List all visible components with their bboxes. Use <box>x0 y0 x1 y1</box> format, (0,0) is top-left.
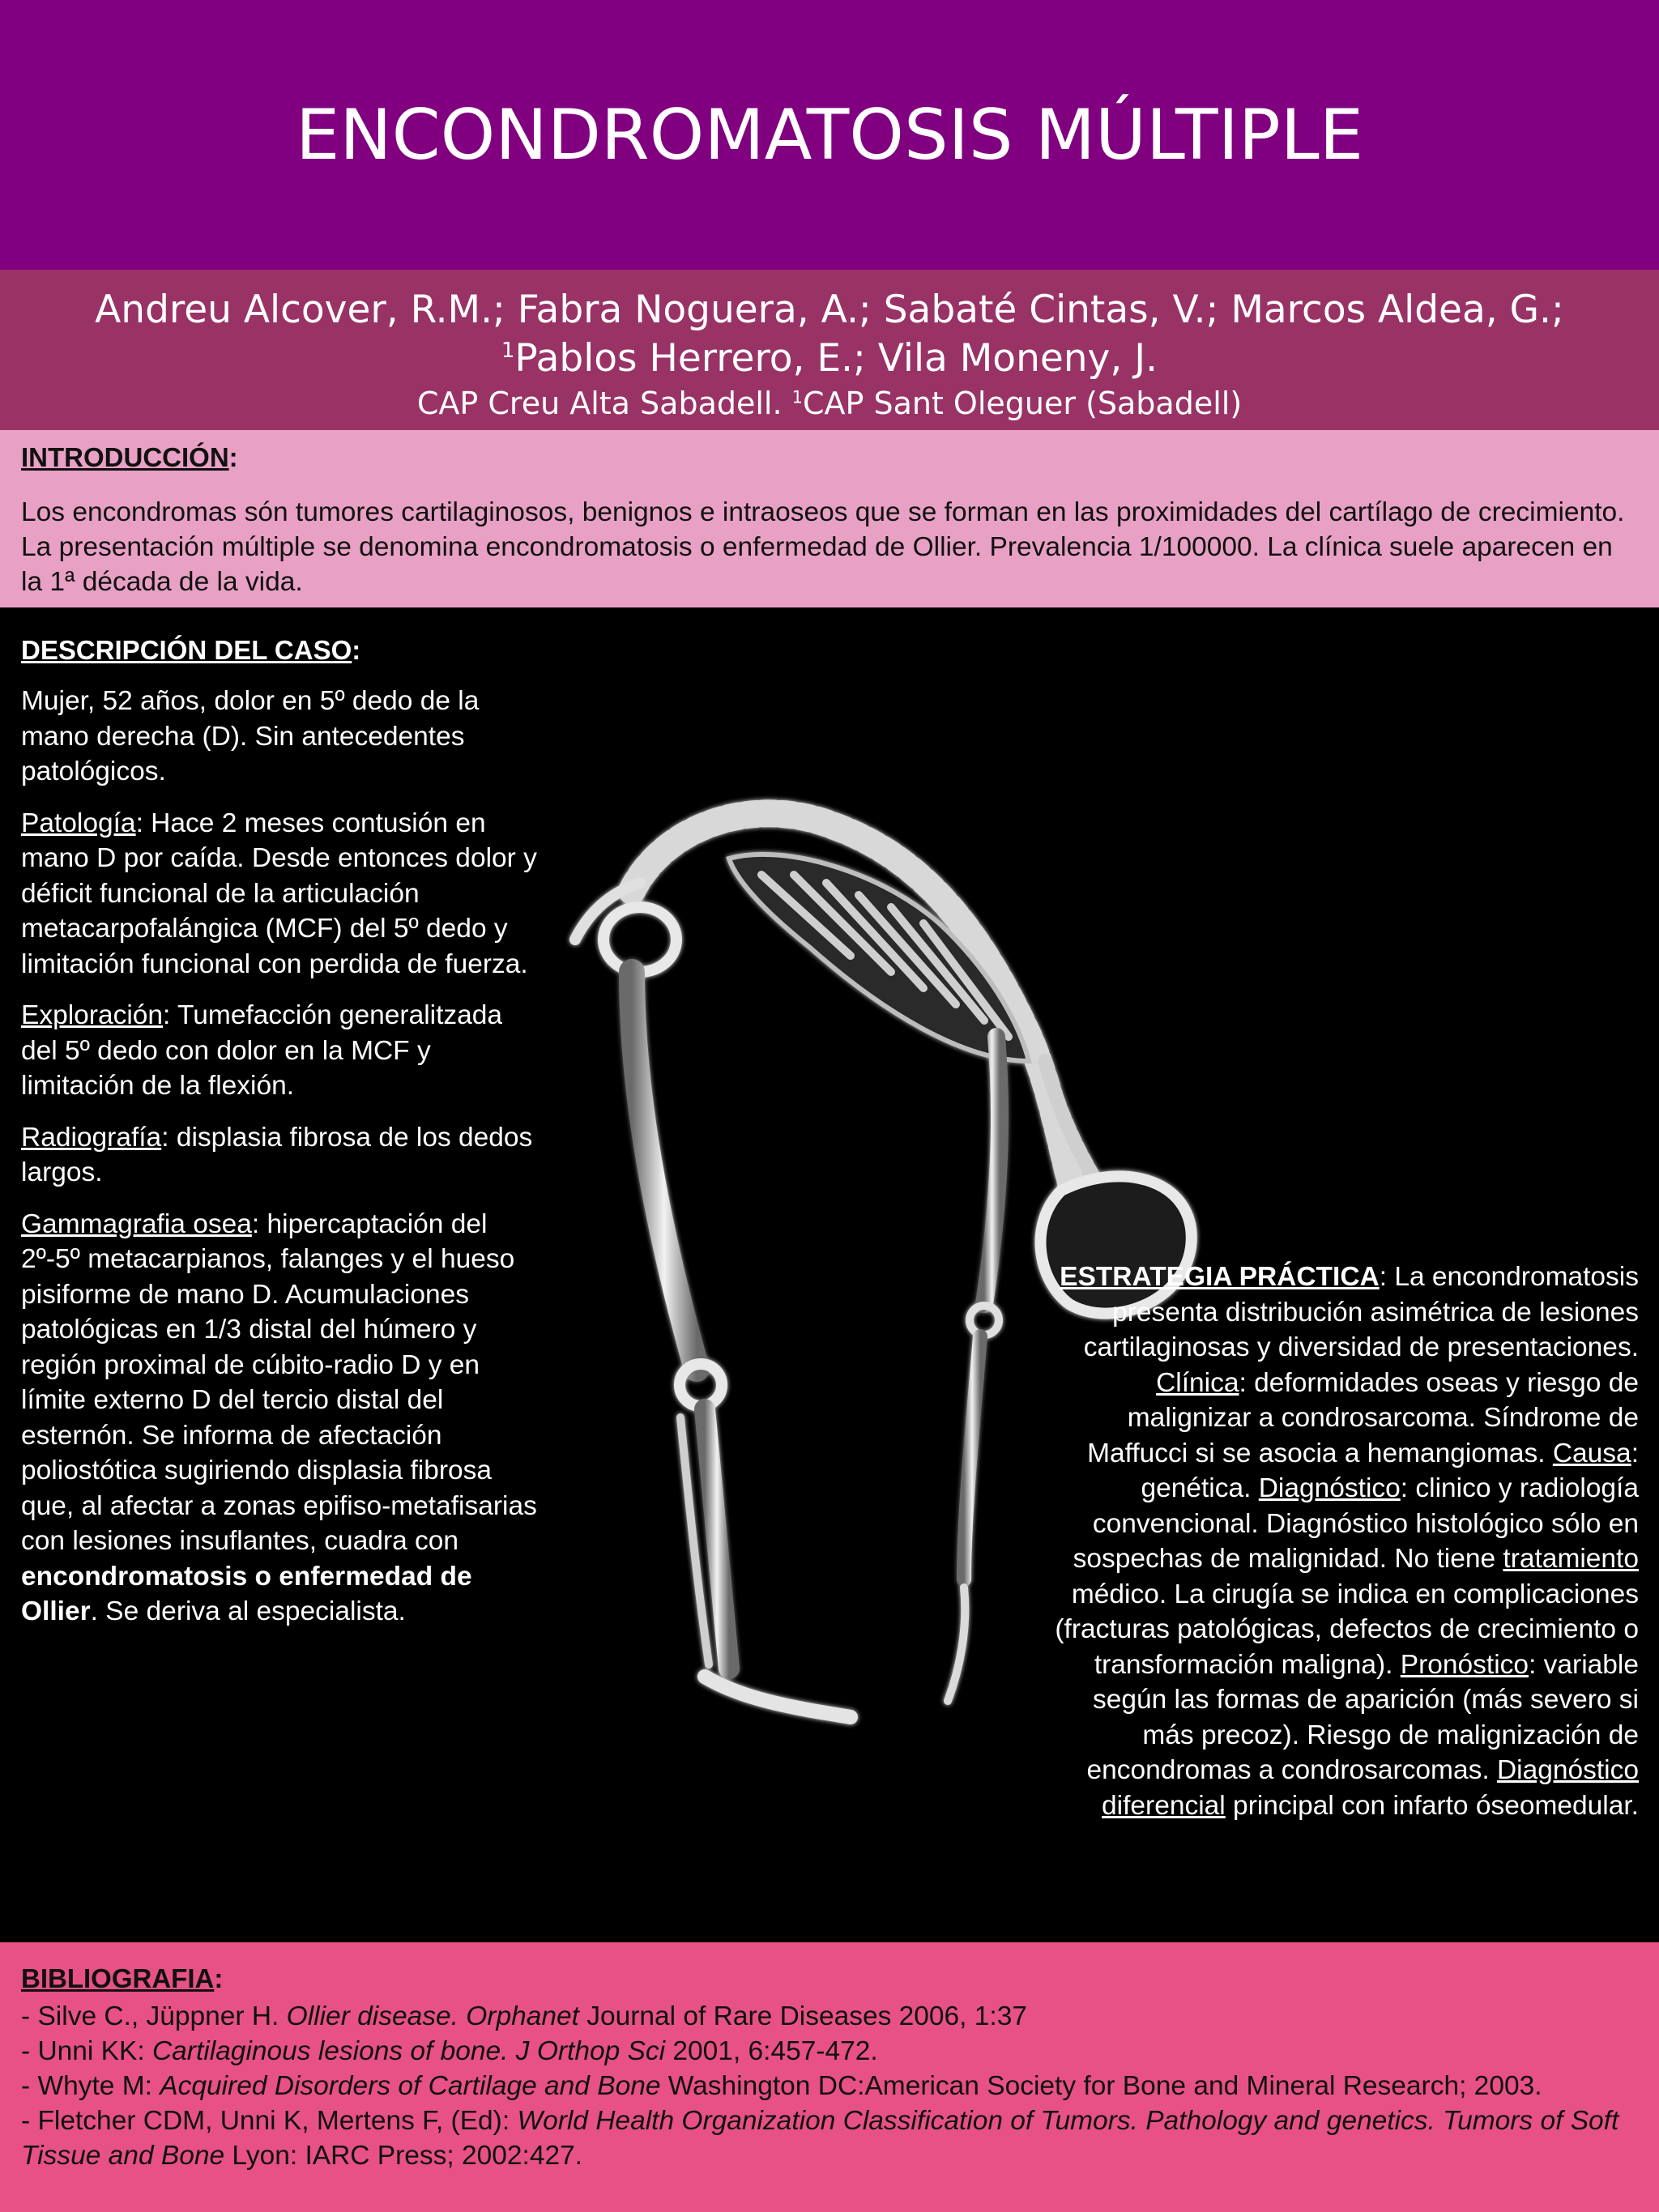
case-text-end: . Se deriva al especialista. <box>90 1596 406 1626</box>
reference-item <box>21 2069 1633 2103</box>
case-description <box>21 684 539 1646</box>
reference-4-source: Lyon: IARC Press; 2002:427. <box>224 2141 583 2171</box>
case-heading-colon: : <box>352 635 361 665</box>
strategy-heading: ESTRATEGIA PRÁCTICA <box>1060 1262 1380 1292</box>
main-section <box>0 607 1659 1942</box>
case-label-radiografia: Radiografía <box>21 1122 162 1153</box>
reference-4-authors: - Fletcher CDM, Unni K, Mertens F, (Ed): <box>21 2106 518 2136</box>
case-heading-text: DESCRIPCIÓN DEL CASO <box>21 635 352 665</box>
strategy-label-diagnostico: Diagnóstico <box>1258 1473 1401 1503</box>
tibia <box>705 1409 729 1669</box>
poster-title: ENCONDROMATOSIS MÚLTIPLE <box>295 94 1364 176</box>
strategy-label-pronostico: Pronóstico <box>1400 1649 1529 1680</box>
introduction-heading-colon: : <box>228 442 238 472</box>
hand <box>948 1588 965 1701</box>
strategy-t2: : deformidades oseas y riesgo de malignizar a condrosarcoma. Síndrome de Maffucci si se asocia a hemangiomas. <box>1087 1367 1639 1468</box>
bibliography-heading-text: BIBLIOGRAFIA <box>21 1963 215 1993</box>
authors-part-a: Andreu Alcover, R.M.; Fabra Noguera, A.; Sabaté Cintas, V.; Marcos Aldea, G.; <box>95 288 1564 332</box>
introduction-text: Los encondromas són tumores cartilaginosos, benignos e intraoseos que se forman en las proximidades del cartílago de crecimiento. La presentación múltiple se denomina encondromatosis o enfermedad de Ollier. Prevalencia 1/100000. La clínica suele aparecen en la 1ª década de la vida. <box>21 497 1625 597</box>
case-paragraph-2 <box>21 806 539 982</box>
strategy-t1: : La encondromatosis presenta distribución asimétrica de lesiones cartilaginosas y diversidad de presentaciones. <box>1083 1262 1639 1362</box>
strategy-text <box>1045 1259 1639 1823</box>
introduction-section <box>0 430 1659 607</box>
strategy-label-causa: Causa <box>1552 1438 1631 1468</box>
author-list <box>32 270 1627 383</box>
title-band <box>0 0 1659 270</box>
strategy-t6: : variable según las formas de aparición (más severo si más precoz). Riesgo de malignización de encondromas a condrosarcomas. <box>1086 1649 1639 1785</box>
case-diagnosis-bold: encondromatosis o enfermedad de Ollier <box>21 1561 472 1626</box>
reference-list <box>21 1999 1633 2173</box>
case-heading <box>21 635 360 666</box>
authors-part-b: Pablos Herrero, E.; Vila Moneny, J. <box>514 336 1158 381</box>
strategy-t5: médico. La cirugía se indica en complicaciones (fracturas patológicas, defectos de crecimiento o transformación maligna). <box>1055 1579 1639 1680</box>
strategy-label-diferencial: Diagnóstico diferencial <box>1102 1755 1639 1821</box>
strategy-t4: : clinico y radiología convencional. Diagnóstico histológico sólo en sospechas de malignidad. No tiene <box>1073 1473 1639 1574</box>
strategy-t3: : genética. <box>1141 1438 1639 1503</box>
reference-2-authors: - Unni KK: <box>21 2036 152 2066</box>
strategy-label-tratamiento: tratamiento <box>1503 1544 1639 1574</box>
case-paragraph-5 <box>21 1207 539 1630</box>
reference-1-title: Ollier disease. Orphanet <box>286 2001 579 2031</box>
reference-1-source: Journal of Rare Diseases 2006, 1:37 <box>578 2001 1027 2031</box>
case-text-radiografia: : displasia fibrosa de los dedos largos. <box>21 1122 533 1187</box>
affiliation-part-a: CAP Creu Alta Sabadell. <box>416 386 792 421</box>
reference-1-authors: - Silve C., Jüppner H. <box>21 2001 287 2031</box>
reference-item <box>21 1999 1633 2034</box>
foot <box>705 1677 851 1717</box>
strategy-t7: principal con infarto óseomedular. <box>1225 1790 1639 1821</box>
case-text-exploracion: : Tumefacción generalitzada del 5º dedo con dolor en la MCF y limitación de la flexión. <box>21 1000 503 1101</box>
bibliography-heading-colon: : <box>214 1963 224 1993</box>
reference-2-title: Cartilaginous lesions of bone. J Orthop Sci <box>151 2036 666 2066</box>
femur <box>632 972 697 1369</box>
case-paragraph-1: Mujer, 52 años, dolor en 5º dedo de la mano derecha (D). Sin antecedentes patológicos. <box>21 686 480 786</box>
reference-3-title: Acquired Disorders of Cartilage and Bone <box>160 2071 661 2101</box>
reference-item <box>21 2034 1633 2069</box>
reference-4-title: World Health Organization Classification of Tumors. Pathology and genetics. Tumors of Soft Tissue and Bone <box>21 2106 1619 2171</box>
affiliation-part-b: CAP Sant Oleguer (Sabadell) <box>802 386 1243 421</box>
reference-item <box>21 2103 1633 2173</box>
bibliography-heading <box>21 1963 223 1994</box>
bibliography-section <box>0 1942 1659 2212</box>
forearm <box>964 1336 980 1579</box>
humerus <box>984 1037 1000 1304</box>
strategy-label-clinica: Clínica <box>1156 1367 1239 1398</box>
reference-2-source: 2001, 6:457-472. <box>665 2036 878 2066</box>
reference-3-authors: - Whyte M: <box>21 2071 160 2101</box>
reference-3-source: Washington DC:American Society for Bone and Mineral Research; 2003. <box>660 2071 1542 2101</box>
case-text-patologia: : Hace 2 meses contusión en mano D por caída. Desde entonces dolor y déficit funcional de la articulación metacarpofalángica (MCF) del 5º dedo y limitación funcional con perdida de fuerza. <box>21 808 537 979</box>
affiliation-superscript: 1 <box>791 387 803 407</box>
case-label-patologia: Patología <box>21 808 136 838</box>
case-paragraph-4 <box>21 1120 539 1191</box>
introduction-heading <box>21 442 238 473</box>
affiliation <box>0 383 1659 424</box>
authors-band <box>0 270 1659 430</box>
introduction-heading-text: INTRODUCCIÓN <box>21 442 229 472</box>
authors-superscript: 1 <box>501 339 515 364</box>
case-text-gammagrafia: : hipercaptación del 2º-5º metacarpianos, falanges y el hueso pisiforme de mano D. Acumulaciones patológicas en 1/3 distal del húmero y región proximal de cúbito-radio D y en límite externo D del tercio distal del esternón. Se informa de afectación poliostótica sugiriendo displasia fibrosa que, al afectar a zonas epifiso-metafisarias con lesiones insuflantes, cuadra con <box>21 1208 537 1556</box>
case-paragraph-3 <box>21 998 539 1104</box>
case-label-exploracion: Exploración <box>21 1000 164 1030</box>
case-label-gammagrafia: Gammagrafia osea <box>21 1208 252 1239</box>
